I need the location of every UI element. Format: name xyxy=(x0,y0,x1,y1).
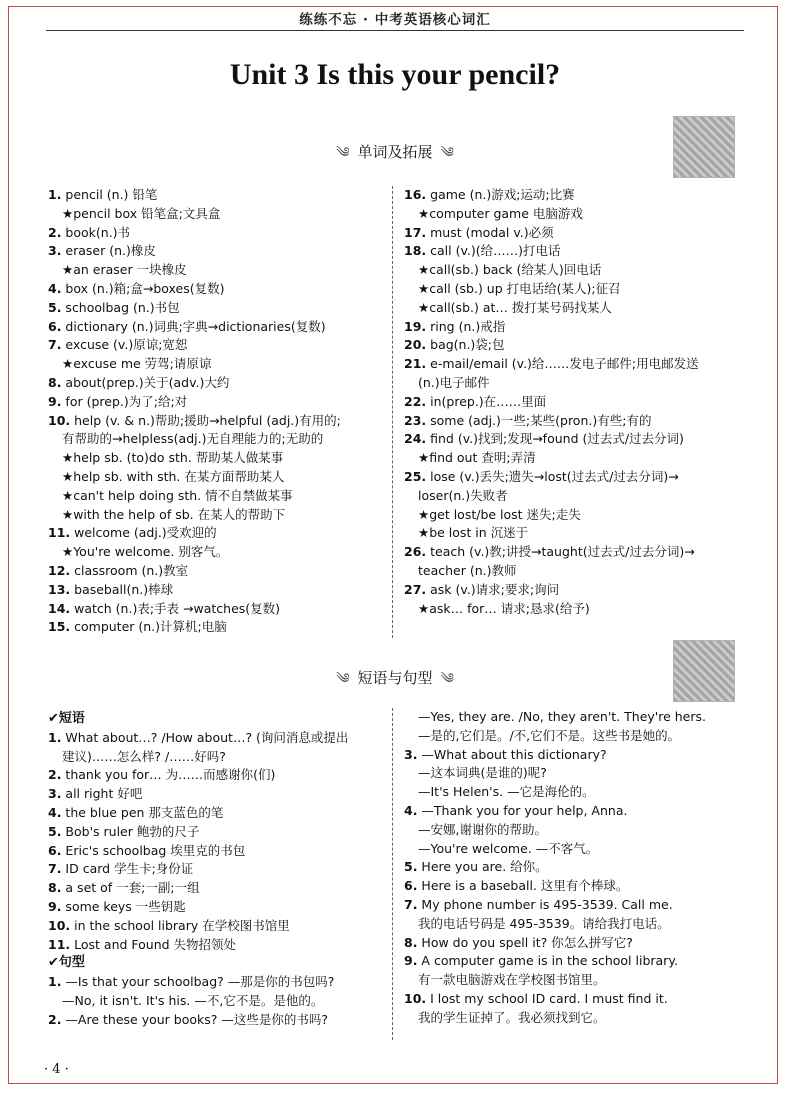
sentence-entry xyxy=(48,973,386,992)
item-number: 23. xyxy=(404,412,427,428)
swirl-right-icon: ༄ xyxy=(440,671,454,687)
phrase-entry xyxy=(48,748,386,767)
sentence-entry xyxy=(404,915,744,934)
phrase-entry xyxy=(48,785,386,804)
item-number: 5. xyxy=(48,823,62,839)
item-text: 有帮助的→helpless(adj.)无自理能力的;无助的 xyxy=(62,431,324,447)
phrase-entry xyxy=(48,917,386,936)
item-text: —What about this dictionary? xyxy=(417,746,607,762)
item-text: ★an eraser 一块橡皮 xyxy=(62,262,187,278)
vocab-entry xyxy=(48,524,386,543)
vocab-entry xyxy=(404,242,744,261)
vocab-entry xyxy=(404,299,744,318)
vocab-entry xyxy=(404,412,744,431)
item-text: ★pencil box 铅笔盒;文具盒 xyxy=(62,205,221,221)
page-number: · 4 · xyxy=(44,1062,69,1077)
swirl-left-icon: ༄ xyxy=(336,145,350,161)
item-number: 11. xyxy=(48,525,71,541)
item-text: ★find out 查明;弄清 xyxy=(418,450,536,466)
item-number: 5. xyxy=(48,299,62,315)
item-number: 6. xyxy=(48,318,62,334)
vocab-entry xyxy=(48,374,386,393)
item-text: —No, it isn't. It's his. —不,它不是。是他的。 xyxy=(62,992,324,1008)
vocab-entry xyxy=(48,299,386,318)
item-text: help (v. & n.)帮助;援助→helpful (adj.)有用的; xyxy=(70,412,341,428)
item-text: ★be lost in 沉迷于 xyxy=(418,525,529,541)
vocab-entry xyxy=(48,543,386,562)
sentence-entry xyxy=(404,708,744,727)
item-text: ask (v.)请求;要求;询问 xyxy=(426,581,560,597)
item-number: 2. xyxy=(48,767,62,783)
phrase-entry xyxy=(48,936,386,955)
item-number: 6. xyxy=(48,842,62,858)
item-number: 5. xyxy=(404,859,418,875)
item-text: ★computer game 电脑游戏 xyxy=(418,205,583,221)
item-text: classroom (n.)教室 xyxy=(70,562,189,578)
item-text: Here is a baseball. 这里有个棒球。 xyxy=(417,878,629,894)
vocab-entry xyxy=(404,374,744,393)
sentence-entry xyxy=(404,896,744,915)
running-header: 练练不忘 · 中考英语核心词汇 xyxy=(299,12,491,28)
item-text: lose (v.)丢失;遗失→lost(过去式/过去分词)→ xyxy=(426,468,679,484)
vocab-entry xyxy=(48,581,386,600)
item-text: baseball(n.)棒球 xyxy=(70,581,174,597)
section-title-phrases: 短语与句型 xyxy=(357,669,433,687)
column-divider xyxy=(392,708,393,1040)
vocab-entry xyxy=(404,468,744,487)
item-text: (n.)电子邮件 xyxy=(418,374,490,390)
item-text: computer (n.)计算机;电脑 xyxy=(70,619,227,635)
item-number: 8. xyxy=(48,374,62,390)
vocab-entry xyxy=(48,487,386,506)
item-text: —这本词典(是谁的)呢? xyxy=(418,765,547,781)
item-number: 2. xyxy=(48,224,62,240)
item-number: 26. xyxy=(404,544,427,560)
item-number: 19. xyxy=(404,318,427,334)
item-text: I lost my school ID card. I must find it. xyxy=(426,990,668,1006)
vocab-entry xyxy=(404,506,744,525)
item-text: teacher (n.)教师 xyxy=(418,562,517,578)
phrase-entry xyxy=(48,804,386,823)
sentence-entry xyxy=(404,746,744,765)
item-text: ★You're welcome. 别客气。 xyxy=(62,544,229,560)
item-text: eraser (n.)橡皮 xyxy=(61,243,156,259)
phrase-entry xyxy=(48,898,386,917)
item-text: ★call(sb.) back (给某人)回电话 xyxy=(418,262,602,278)
item-text: excuse (v.)原谅;宽恕 xyxy=(61,337,188,353)
item-number: 1. xyxy=(48,974,62,990)
item-text: a set of 一套;一副;一组 xyxy=(61,880,200,896)
item-text: book(n.)书 xyxy=(61,224,131,240)
vocab-entry xyxy=(404,581,744,600)
phrases-subheading: ✔短语 xyxy=(48,711,85,726)
item-text: How do you spell it? 你怎么拼写它? xyxy=(417,934,633,950)
item-text: ★call (sb.) up 打电话给(某人);征召 xyxy=(418,280,621,296)
item-number: 21. xyxy=(404,356,427,372)
item-text: ★with the help of sb. 在某人的帮助下 xyxy=(62,506,286,522)
vocab-entry xyxy=(404,186,744,205)
item-text: 我的学生证掉了。我必须找到它。 xyxy=(418,1009,606,1025)
vocab-entry xyxy=(404,224,744,243)
item-number: 9. xyxy=(404,953,418,969)
swirl-right-icon: ༄ xyxy=(440,145,454,161)
item-text: —是的,它们是。/不,它们不是。这些书是她的。 xyxy=(418,727,681,743)
vocab-entry xyxy=(48,430,386,449)
item-text: —It's Helen's. —它是海伦的。 xyxy=(418,784,595,800)
item-text: ID card 学生卡;身份证 xyxy=(61,861,194,877)
item-text: box (n.)箱;盒→boxes(复数) xyxy=(61,280,225,296)
item-text: —安娜,谢谢你的帮助。 xyxy=(418,821,547,837)
item-number: 17. xyxy=(404,224,427,240)
vocab-entry xyxy=(48,205,386,224)
item-number: 10. xyxy=(48,917,71,933)
qr-code-icon xyxy=(673,640,735,702)
item-text: ★help sb. (to)do sth. 帮助某人做某事 xyxy=(62,450,284,466)
item-text: pencil (n.) 铅笔 xyxy=(61,187,158,202)
section-heading-words xyxy=(0,136,790,176)
item-text: call (v.)(给……)打电话 xyxy=(426,243,561,259)
item-text: watch (n.)表;手表 →watches(复数) xyxy=(70,600,281,616)
item-text: —Thank you for your help, Anna. xyxy=(417,802,628,818)
item-number: 15. xyxy=(48,619,71,635)
item-text: ★call(sb.) at… 拨打某号码找某人 xyxy=(418,299,612,315)
item-text: some (adj.)一些;某些(pron.)有些;有的 xyxy=(426,412,652,428)
phrase-entry xyxy=(48,729,386,748)
item-number: 10. xyxy=(48,412,71,428)
item-number: 18. xyxy=(404,243,427,259)
item-number: 1. xyxy=(48,187,62,202)
sentence-entry xyxy=(404,990,744,1009)
item-text: ★can't help doing sth. 情不自禁做某事 xyxy=(62,487,293,503)
item-number: 4. xyxy=(404,802,418,818)
vocab-entry xyxy=(404,336,744,355)
item-text: teach (v.)教;讲授→taught(过去式/过去分词)→ xyxy=(426,544,695,560)
item-number: 24. xyxy=(404,431,427,447)
item-number: 13. xyxy=(48,581,71,597)
item-number: 1. xyxy=(48,729,62,745)
item-text: 有一款电脑游戏在学校图书馆里。 xyxy=(418,972,606,988)
sentence-entry xyxy=(404,952,744,971)
vocab-entry xyxy=(404,261,744,280)
item-text: game (n.)游戏;运动;比赛 xyxy=(426,187,575,202)
item-text: —Are these your books? —这些是你的书吗? xyxy=(61,1011,329,1027)
sentences-subheading: ✔句型 xyxy=(48,955,85,971)
vocab-entry xyxy=(48,224,386,243)
item-text: all right 好吧 xyxy=(61,786,143,802)
item-number: 6. xyxy=(404,878,418,894)
vocab-entry xyxy=(48,318,386,337)
vocab-entry xyxy=(48,562,386,581)
section-title-words: 单词及拓展 xyxy=(357,143,433,161)
item-number: 3. xyxy=(48,243,62,259)
sentence-entry xyxy=(404,840,744,859)
sentence-entry xyxy=(48,992,386,1011)
item-text: about(prep.)关于(adv.)大约 xyxy=(61,374,230,390)
sentence-entry xyxy=(404,877,744,896)
item-text: What about…? /How about…? (询问消息或提出 xyxy=(61,729,349,745)
sentence-entry xyxy=(404,1009,744,1028)
vocab-entry xyxy=(404,487,744,506)
item-number: 11. xyxy=(48,936,71,952)
item-number: 7. xyxy=(404,896,418,912)
item-text: for (prep.)为了;给;对 xyxy=(61,393,188,409)
unit-title: Unit 3 Is this your pencil? xyxy=(229,58,561,91)
vocab-entry xyxy=(48,468,386,487)
item-text: dictionary (n.)词典;字典→dictionaries(复数) xyxy=(61,318,326,334)
vocab-entry xyxy=(404,355,744,374)
item-number: 14. xyxy=(48,600,71,616)
vocab-entry xyxy=(404,318,744,337)
item-text: ★help sb. with sth. 在某方面帮助某人 xyxy=(62,468,285,484)
item-text: A computer game is in the school library. xyxy=(417,953,678,969)
phrase-entry xyxy=(48,860,386,879)
item-number: 12. xyxy=(48,562,71,578)
sentences-right-column xyxy=(404,708,744,1028)
sentence-entry xyxy=(404,821,744,840)
item-number: 8. xyxy=(48,880,62,896)
vocab-entry xyxy=(48,600,386,619)
section-heading-phrases xyxy=(0,662,790,702)
vocab-entry xyxy=(404,430,744,449)
item-text: —Is that your schoolbag? —那是你的书包吗? xyxy=(61,974,335,990)
item-number: 7. xyxy=(48,861,62,877)
vocab-entry xyxy=(404,600,744,619)
sentence-entry xyxy=(404,971,744,990)
vocab-entry xyxy=(48,618,386,637)
item-number: 20. xyxy=(404,337,427,353)
item-number: 3. xyxy=(48,786,62,802)
vocab-entry xyxy=(48,412,386,431)
item-text: the blue pen 那支蓝色的笔 xyxy=(61,804,224,820)
item-text: —You're welcome. —不客气。 xyxy=(418,840,599,856)
item-text: 建议)……怎么样? /……好吗? xyxy=(62,748,226,764)
item-number: 4. xyxy=(48,280,62,296)
sentence-entry xyxy=(404,764,744,783)
item-text: 我的电话号码是 495-3539。请给我打电话。 xyxy=(418,915,670,931)
phrase-entry xyxy=(48,842,386,861)
item-text: e-mail/email (v.)给……发电子邮件;用电邮发送 xyxy=(426,356,699,372)
item-text: in the school library 在学校图书馆里 xyxy=(70,917,290,933)
item-text: thank you for… 为……而感谢你(们) xyxy=(61,767,276,783)
vocab-entry xyxy=(404,205,744,224)
item-number: 25. xyxy=(404,468,427,484)
vocab-entry xyxy=(48,393,386,412)
item-text: ★get lost/be lost 迷失;走失 xyxy=(418,506,581,522)
item-text: Eric's schoolbag 埃里克的书包 xyxy=(61,842,246,858)
words-right-column xyxy=(404,186,744,618)
item-text: schoolbag (n.)书包 xyxy=(61,299,180,315)
item-number: 3. xyxy=(404,746,418,762)
vocab-entry xyxy=(48,506,386,525)
vocab-entry xyxy=(404,543,744,562)
item-text: —Yes, they are. /No, they aren't. They're hers. xyxy=(418,709,706,724)
qr-code-icon xyxy=(673,116,735,178)
item-number: 4. xyxy=(48,804,62,820)
vocab-entry xyxy=(404,280,744,299)
item-text: find (v.)找到;发现→found (过去式/过去分词) xyxy=(426,431,684,447)
sentence-entry xyxy=(404,934,744,953)
vocab-entry xyxy=(48,280,386,299)
sentence-entry xyxy=(404,727,744,746)
item-text: in(prep.)在……里面 xyxy=(426,393,547,409)
item-text: must (modal v.)必须 xyxy=(426,224,554,240)
phrase-entry xyxy=(48,879,386,898)
item-number: 27. xyxy=(404,581,427,597)
vocab-entry xyxy=(404,562,744,581)
vocab-entry xyxy=(48,186,386,205)
vocab-entry xyxy=(48,355,386,374)
header-rule xyxy=(46,30,744,31)
words-left-column xyxy=(48,186,386,637)
sentence-entry xyxy=(404,802,744,821)
swirl-left-icon: ༄ xyxy=(336,671,350,687)
item-text: welcome (adj.)受欢迎的 xyxy=(70,525,217,541)
item-text: Bob's ruler 鲍勃的尺子 xyxy=(61,823,200,839)
item-number: 7. xyxy=(48,337,62,353)
sentence-entry xyxy=(404,858,744,877)
sentence-entry xyxy=(48,1011,386,1030)
vocab-entry xyxy=(48,449,386,468)
phrases-left-column xyxy=(48,710,386,1030)
item-number: 8. xyxy=(404,934,418,950)
vocab-entry xyxy=(48,261,386,280)
item-number: 2. xyxy=(48,1011,62,1027)
item-text: ring (n.)戒指 xyxy=(426,318,506,334)
vocab-entry xyxy=(404,393,744,412)
item-number: 10. xyxy=(404,990,427,1006)
item-text: bag(n.)袋;包 xyxy=(426,337,505,353)
vocab-entry xyxy=(48,242,386,261)
vocab-entry xyxy=(404,449,744,468)
item-number: 16. xyxy=(404,187,427,202)
item-text: loser(n.)失败者 xyxy=(418,487,508,503)
item-number: 9. xyxy=(48,898,62,914)
item-text: ★ask… for… 请求;恳求(给予) xyxy=(418,600,590,616)
item-text: ★excuse me 劳驾;请原谅 xyxy=(62,356,212,372)
vocab-entry xyxy=(48,336,386,355)
sentence-entry xyxy=(404,783,744,802)
item-text: Here you are. 给你。 xyxy=(417,859,548,875)
phrase-entry xyxy=(48,823,386,842)
item-text: Lost and Found 失物招领处 xyxy=(70,936,237,952)
item-text: My phone number is 495-3539. Call me. xyxy=(417,896,673,912)
vocab-entry xyxy=(404,524,744,543)
phrase-entry xyxy=(48,766,386,785)
column-divider xyxy=(392,186,393,638)
item-number: 9. xyxy=(48,393,62,409)
item-number: 22. xyxy=(404,393,427,409)
item-text: some keys 一些钥匙 xyxy=(61,898,186,914)
